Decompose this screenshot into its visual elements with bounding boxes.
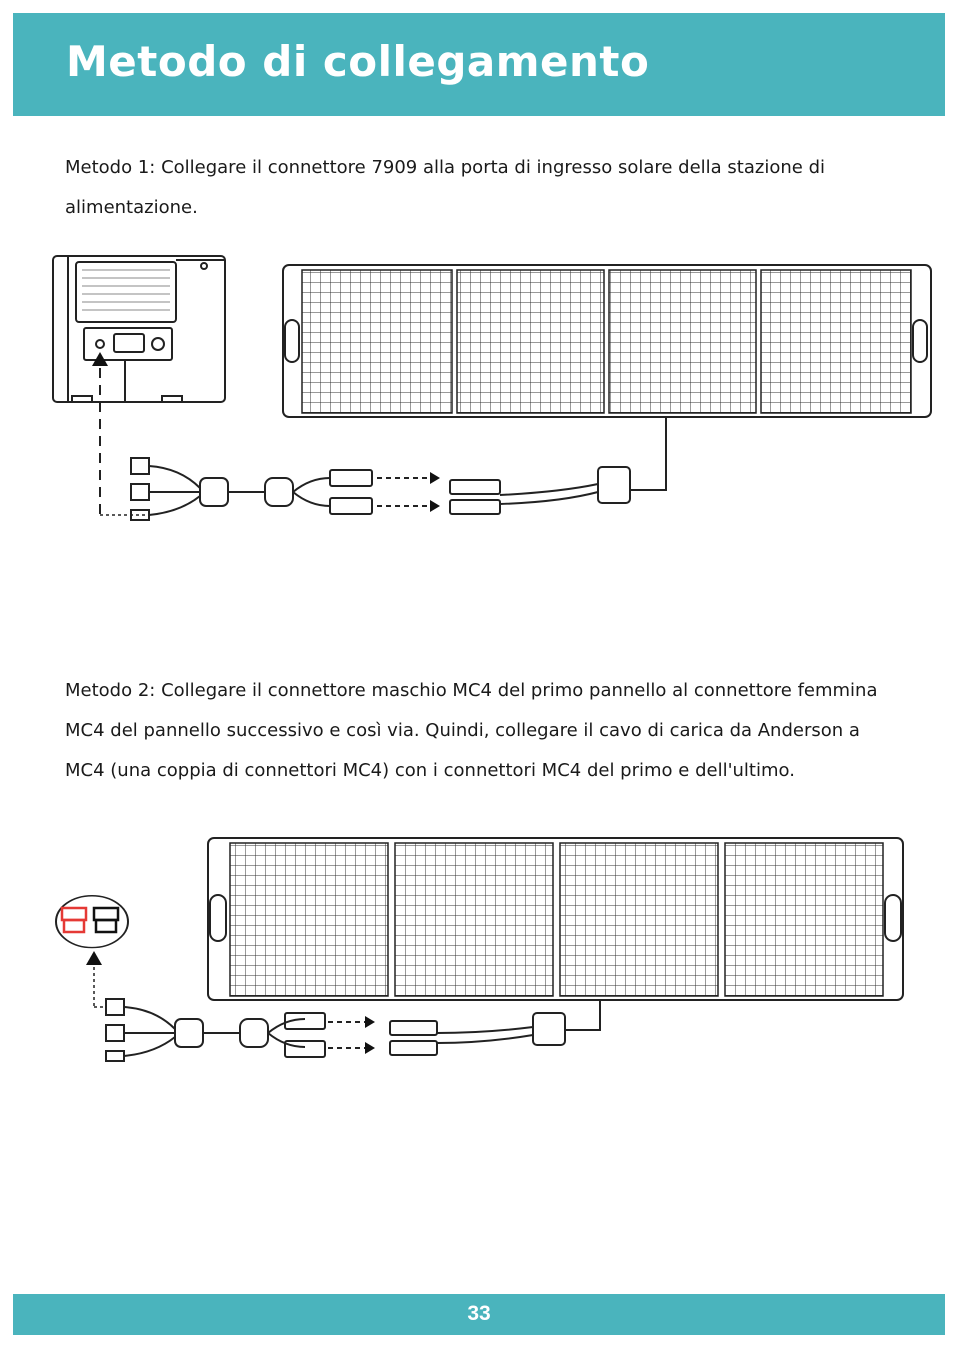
header-bar [13, 13, 945, 116]
page-number: 33 [467, 1302, 491, 1325]
solar-panel-illustration [280, 262, 935, 497]
arrow-icon [86, 951, 102, 965]
footer-bar [13, 1294, 945, 1335]
solar-panel-illustration [205, 835, 910, 1055]
page-title: Metodo di collegamento [66, 37, 650, 86]
method-1-text: Metodo 1: Collegare il connettore 7909 alla porta di ingresso solare della stazione di alimentazione. [65, 157, 825, 218]
method-2-text: Metodo 2: Collegare il connettore maschio MC4 del primo pannello al connettore femmina MC4 del pannello successivo e così via. Quindi, collegare il cavo di carica da Anderson a MC4 (una coppia di connettori MC4) con i connettori MC4 del primo e dell'ultimo. [65, 680, 878, 781]
